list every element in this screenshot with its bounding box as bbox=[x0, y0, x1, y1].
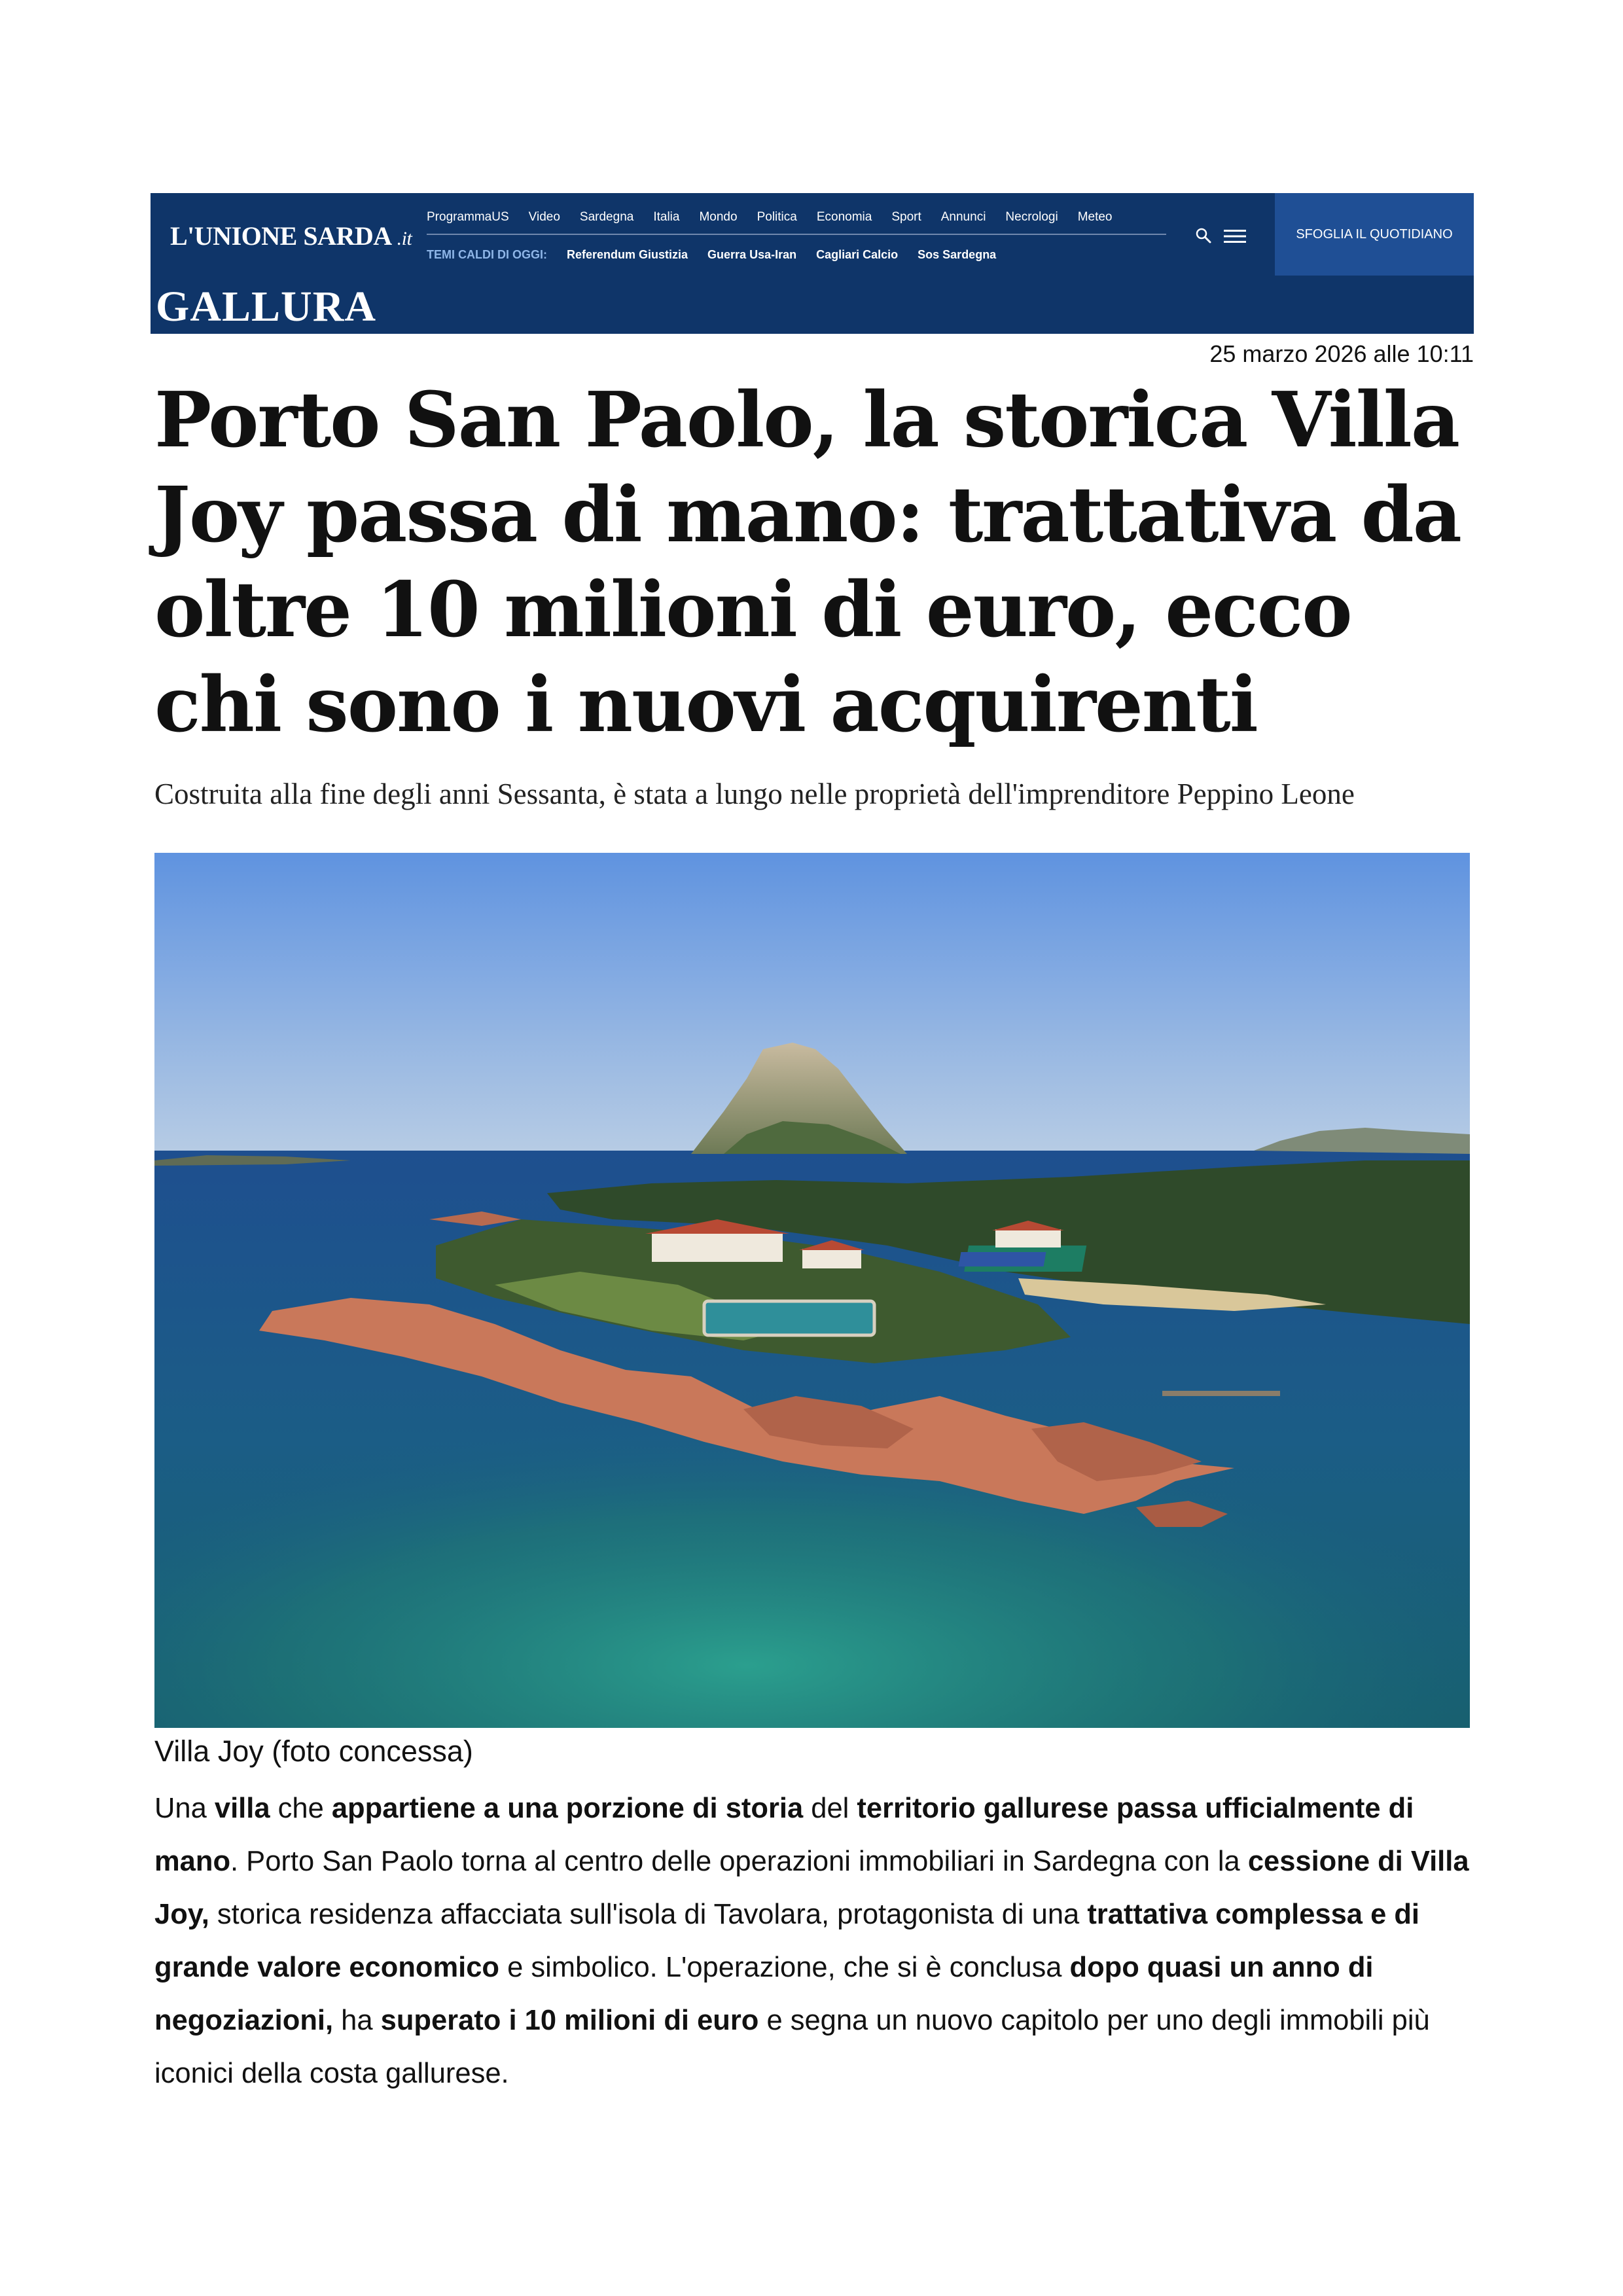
body-text: e segna un nuovo capitolo per uno degli immobili più iconici della costa gallurese. bbox=[154, 2005, 1430, 2089]
nav-link-mondo[interactable]: Mondo bbox=[699, 210, 738, 224]
logo-suffix: .it bbox=[397, 228, 412, 249]
search-icon[interactable] bbox=[1195, 227, 1212, 244]
nav-link-video[interactable]: Video bbox=[528, 210, 560, 224]
body-text: ha bbox=[333, 2005, 381, 2036]
hot-topic-guerra-usa-iran[interactable]: Guerra Usa-Iran bbox=[707, 248, 797, 261]
nav-link-meteo[interactable]: Meteo bbox=[1077, 210, 1113, 224]
nav-link-programmaus[interactable]: ProgrammaUS bbox=[427, 210, 509, 224]
main-nav bbox=[427, 210, 1166, 235]
body-text: storica residenza affacciata sull'isola di Tavolara, protagonista di una bbox=[209, 1899, 1088, 1930]
article-body bbox=[154, 1782, 1473, 2100]
article-photo bbox=[154, 853, 1470, 1728]
hot-topic-referendum-giustizia[interactable]: Referendum Giustizia bbox=[567, 248, 688, 261]
hot-topics-label: TEMI CALDI DI OGGI: bbox=[427, 248, 547, 261]
article-headline: Porto San Paolo, la storica Villa Joy passa di mano: trattativa da oltre 10 milioni di euro, ecco chi sono i nuovi acquirenti bbox=[154, 376, 1461, 749]
nav-link-italia[interactable]: Italia bbox=[653, 210, 680, 224]
hot-topic-sos-sardegna[interactable]: Sos Sardegna bbox=[918, 248, 997, 261]
body-bold-text: cessione di Villa Joy, bbox=[154, 1846, 1469, 1930]
body-bold-text: dopo quasi un anno di negoziazioni, bbox=[154, 1952, 1374, 2036]
body-bold-text: territorio gallurese passa ufficialmente di mano bbox=[154, 1793, 1414, 1877]
nav-link-annunci[interactable]: Annunci bbox=[940, 210, 986, 224]
logo-text: L'UNIONE SARDA bbox=[170, 221, 392, 251]
nav-link-sport[interactable]: Sport bbox=[891, 210, 921, 224]
photo-caption: Villa Joy (foto concessa) bbox=[154, 1734, 473, 1768]
hamburger-menu-icon[interactable] bbox=[1224, 228, 1246, 244]
villa-joy-aerial-image bbox=[154, 853, 1470, 1728]
body-text: e simbolico. L'operazione, che si è conclusa bbox=[499, 1952, 1070, 1983]
section-title[interactable]: GALLURA bbox=[156, 283, 377, 331]
nav-link-sardegna[interactable]: Sardegna bbox=[579, 210, 634, 224]
body-bold-text: superato i 10 milioni di euro bbox=[380, 2005, 759, 2036]
body-text: Una bbox=[154, 1793, 215, 1824]
article-date: 25 marzo 2026 alle 10:11 bbox=[1209, 340, 1474, 367]
body-bold-text: trattativa complessa e di grande valore economico bbox=[154, 1899, 1420, 1983]
sfoglia-quotidiano-button[interactable]: SFOGLIA IL QUOTIDIANO bbox=[1275, 193, 1474, 276]
nav-link-politica[interactable]: Politica bbox=[757, 210, 797, 224]
body-text: del bbox=[803, 1793, 857, 1824]
body-bold-text: villa bbox=[214, 1793, 270, 1824]
body-bold-text: appartiene a una porzione di storia bbox=[331, 1793, 804, 1824]
nav-link-necrologi[interactable]: Necrologi bbox=[1005, 210, 1058, 224]
hot-topic-cagliari-calcio[interactable]: Cagliari Calcio bbox=[816, 248, 899, 261]
site-logo[interactable] bbox=[170, 221, 412, 251]
nav-link-economia[interactable]: Economia bbox=[816, 210, 872, 224]
body-text: che bbox=[270, 1793, 332, 1824]
body-text: . Porto San Paolo torna al centro delle operazioni immobiliari in Sardegna con la bbox=[230, 1846, 1248, 1877]
site-header bbox=[151, 193, 1474, 334]
article-subtitle: Costruita alla fine degli anni Sessanta, è stata a lungo nelle proprietà dell'imprenditore Peppino Leone bbox=[154, 778, 1355, 810]
hot-topics-bar bbox=[427, 248, 1016, 262]
